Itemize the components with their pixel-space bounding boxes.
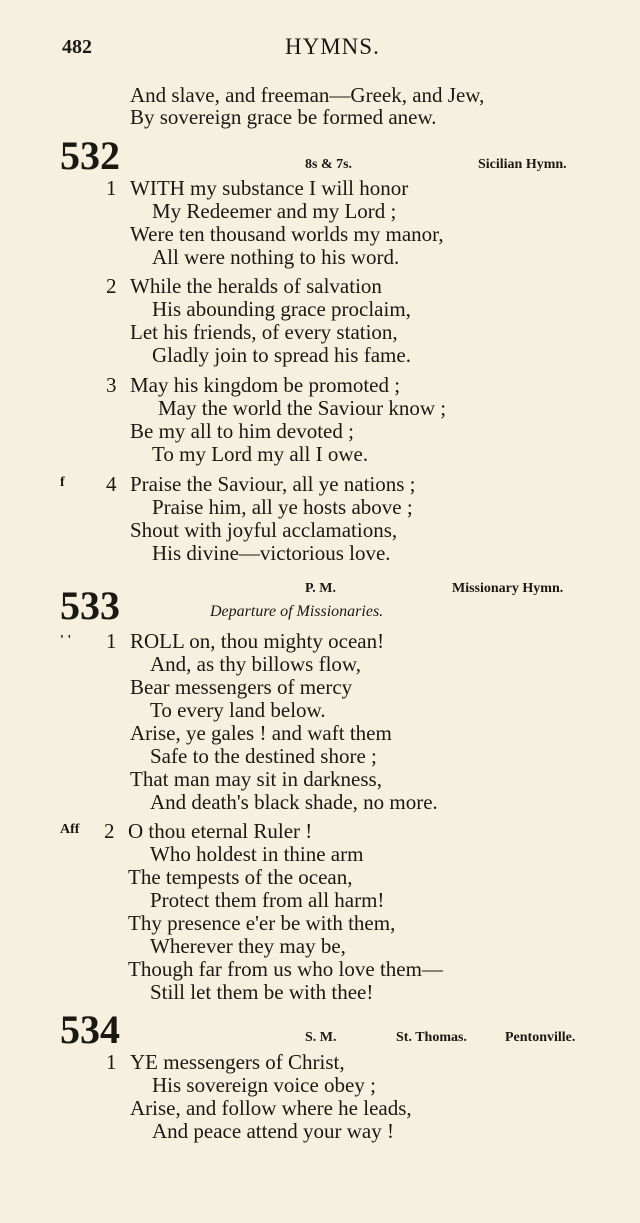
verse-line: Who holdest in thine arm	[150, 842, 364, 866]
carry-over-line: And slave, and freeman—Greek, and Jew,	[130, 83, 485, 107]
verse-line: My Redeemer and my Lord ;	[152, 199, 397, 223]
hymn-meter: S. M.	[305, 1030, 337, 1045]
verse-line: O thou eternal Ruler !	[128, 819, 313, 843]
dynamic-mark: f	[60, 475, 65, 490]
verse-line: May the world the Saviour know ;	[158, 396, 447, 420]
verse-line: The tempests of the ocean,	[128, 865, 353, 889]
verse-number: 1	[106, 1050, 117, 1074]
hymn-number: 532	[60, 133, 120, 178]
verse-line: Arise, ye gales ! and waft them	[130, 721, 392, 745]
carry-over-line: By sovereign grace be formed anew.	[130, 105, 437, 129]
dynamic-mark: Aff	[60, 822, 80, 837]
verse-line: His sovereign voice obey ;	[152, 1073, 376, 1097]
verse-line: All were nothing to his word.	[152, 245, 400, 269]
verse-line: Thy presence e'er be with them,	[128, 911, 396, 935]
verse-number: 2	[106, 274, 117, 298]
verse-number: 1	[106, 176, 117, 200]
verse-line: That man may sit in darkness,	[130, 767, 382, 791]
tune-name: St. Thomas.	[396, 1030, 467, 1045]
verse-line: And death's black shade, no more.	[150, 790, 438, 814]
hymn-subtitle: Departure of Missionaries.	[210, 603, 384, 620]
verse-line: To my Lord my all I owe.	[152, 442, 369, 466]
verse-number: 2	[104, 819, 115, 843]
verse-line: And peace attend your way !	[152, 1119, 394, 1143]
verse-line: May his kingdom be promoted ;	[130, 373, 401, 397]
verse-number: 3	[106, 373, 117, 397]
verse-line: YE messengers of Christ,	[130, 1050, 345, 1074]
hymn-number: 534	[60, 1007, 120, 1052]
verse-line: His abounding grace proclaim,	[152, 297, 411, 321]
tune-name: Pentonville.	[505, 1030, 576, 1045]
verse-line: Praise him, all ye hosts above ;	[152, 495, 413, 519]
verse-line: Arise, and follow where he leads,	[130, 1096, 412, 1120]
verse-line: Let his friends, of every station,	[130, 320, 398, 344]
verse-line: Wherever they may be,	[150, 934, 346, 958]
verse-line: Praise the Saviour, all ye nations ;	[130, 472, 416, 496]
verse-line: While the heralds of salvation	[130, 274, 382, 298]
verse-number: 4	[106, 472, 117, 496]
verse-line: ROLL on, thou mighty ocean!	[130, 629, 385, 653]
verse-number: 1	[106, 629, 117, 653]
tune-name: Sicilian Hymn.	[478, 157, 567, 172]
verse-line: Be my all to him devoted ;	[130, 419, 354, 443]
verse-line: Safe to the destined shore ;	[150, 744, 377, 768]
hymn-meter: 8s & 7s.	[305, 157, 353, 172]
verse-line: And, as thy billows flow,	[150, 652, 361, 676]
page-number: 482	[62, 36, 92, 58]
verse-line: Gladly join to spread his fame.	[152, 343, 411, 367]
verse-line: To every land below.	[150, 698, 326, 722]
verse-line: Bear messengers of mercy	[130, 675, 353, 699]
verse-line: Still let them be with thee!	[150, 980, 374, 1004]
hymn-number: 533	[60, 583, 120, 628]
hymn-meter: P. M.	[305, 581, 336, 596]
verse-line: Though far from us who love them—	[128, 957, 443, 981]
verse-line: Shout with joyful acclamations,	[130, 518, 398, 542]
verse-line: His divine—victorious love.	[152, 541, 391, 565]
tune-name: Missionary Hymn.	[452, 581, 564, 596]
running-title: HYMNS.	[285, 34, 380, 59]
verse-line: WITH my substance I will honor	[130, 176, 409, 200]
verse-line: Protect them from all harm!	[150, 888, 385, 912]
verse-line: Were ten thousand worlds my manor,	[130, 222, 444, 246]
dynamic-mark: ' '	[60, 633, 72, 648]
